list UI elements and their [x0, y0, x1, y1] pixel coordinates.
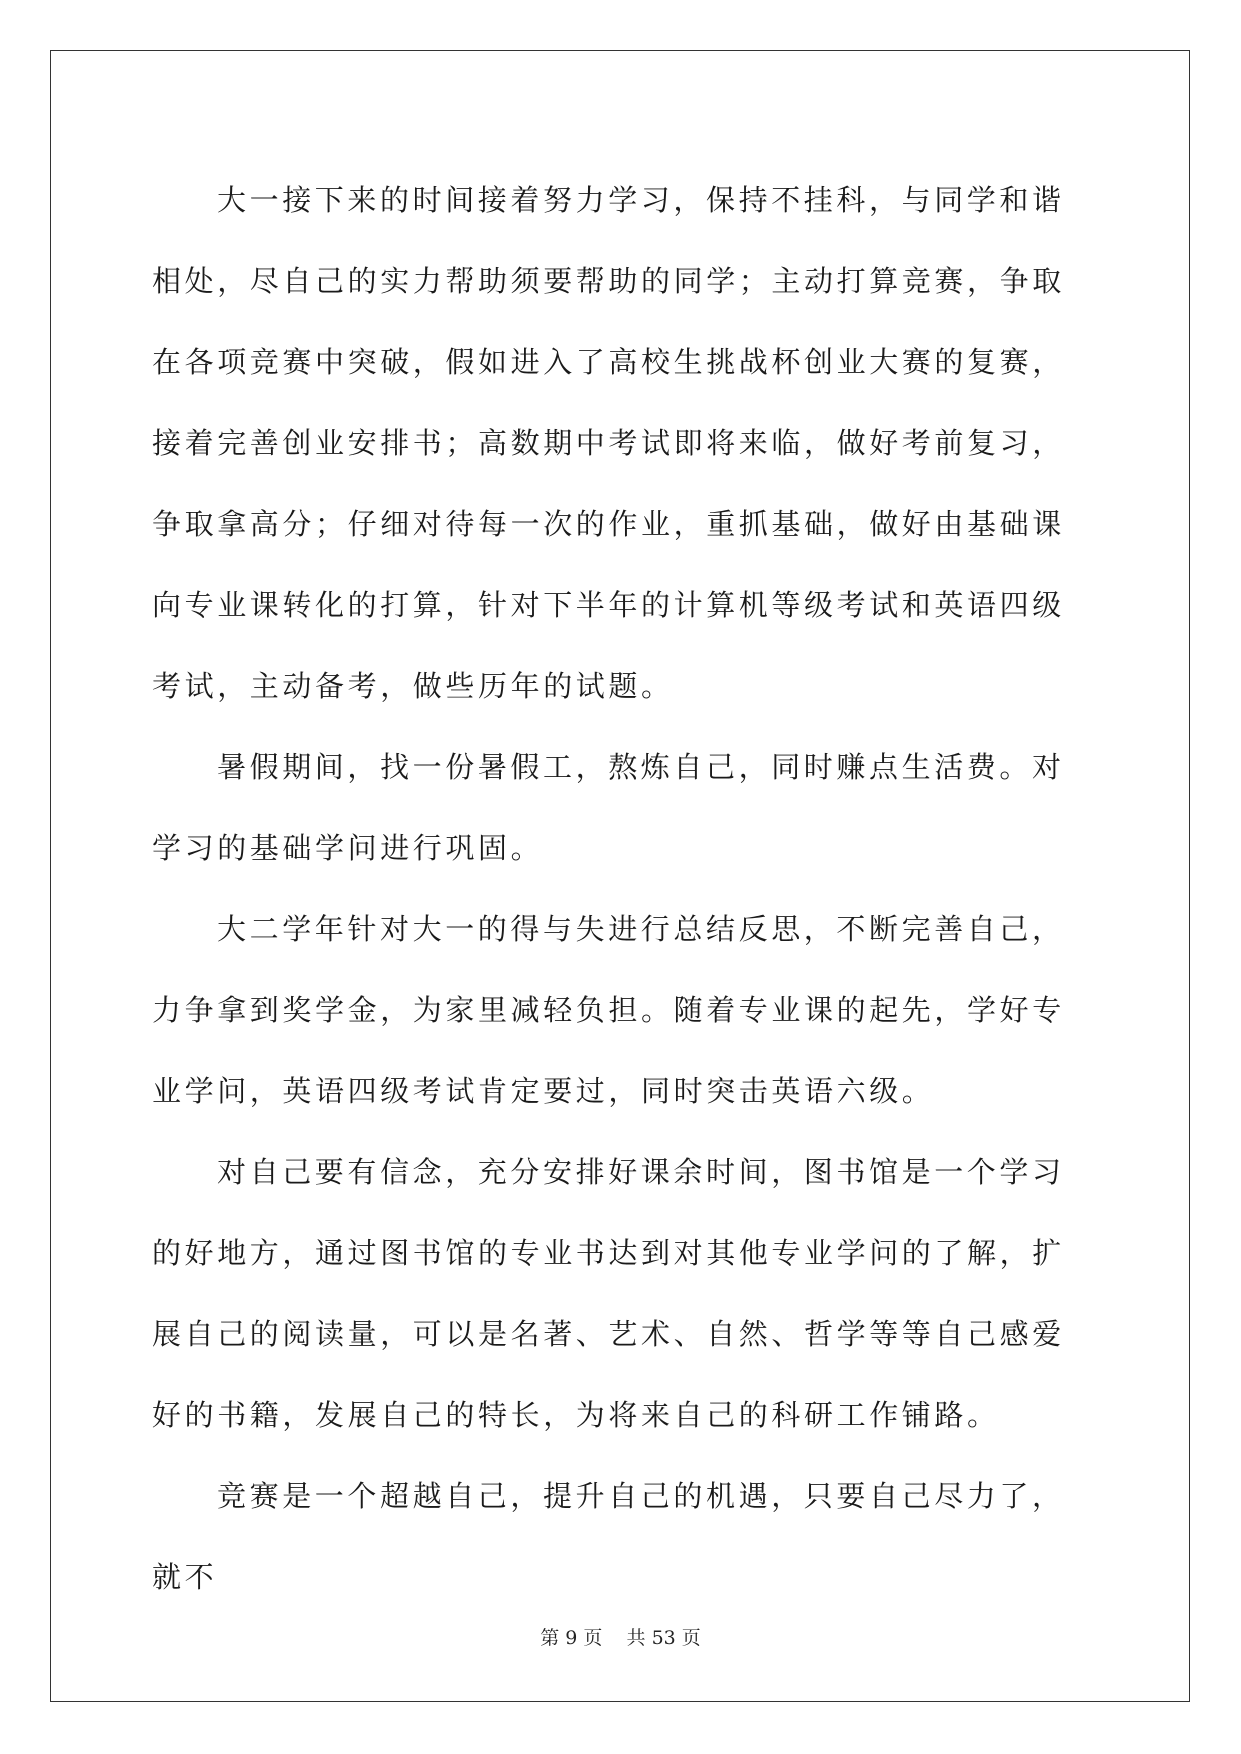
page-number: 第 9 页	[540, 1627, 603, 1649]
paragraph-4: 对自己要有信念，充分安排好课余时间，图书馆是一个学习的好地方，通过图书馆的专业书达到对其他专业学问的了解，扩展自己的阅读量，可以是名著、艺术、自然、哲学等等自己感爱好的书籍，发展自己的特长，为将来自己的科研工作铺路。	[152, 1155, 1065, 1432]
paragraph-2: 暑假期间，找一份暑假工，熬炼自己，同时赚点生活费。对学习的基础学问进行巩固。	[152, 750, 1065, 865]
paragraph-1: 大一接下来的时间接着努力学习，保持不挂科，与同学和谐相处，尽自己的实力帮助须要帮助的同学；主动打算竞赛，争取在各项竞赛中突破，假如进入了高校生挑战杯创业大赛的复赛，接着完善创业安排书；高数期中考试即将来临，做好考前复习，争取拿高分；仔细对待每一次的作业，重抓基础，做好由基础课向专业课转化的打算，针对下半年的计算机等级考试和英语四级考试，主动备考，做些历年的试题。	[152, 183, 1065, 703]
document-body	[152, 160, 1092, 1618]
page-total: 共 53 页	[626, 1627, 701, 1649]
paragraph-5: 竞赛是一个超越自己，提升自己的机遇，只要自己尽力了，就不	[152, 1479, 1065, 1594]
paragraph-3: 大二学年针对大一的得与失进行总结反思，不断完善自己，力争拿到奖学金，为家里减轻负担。随着专业课的起先，学好专业学问，英语四级考试肯定要过，同时突击英语六级。	[152, 912, 1065, 1108]
page-footer	[0, 1623, 1241, 1650]
